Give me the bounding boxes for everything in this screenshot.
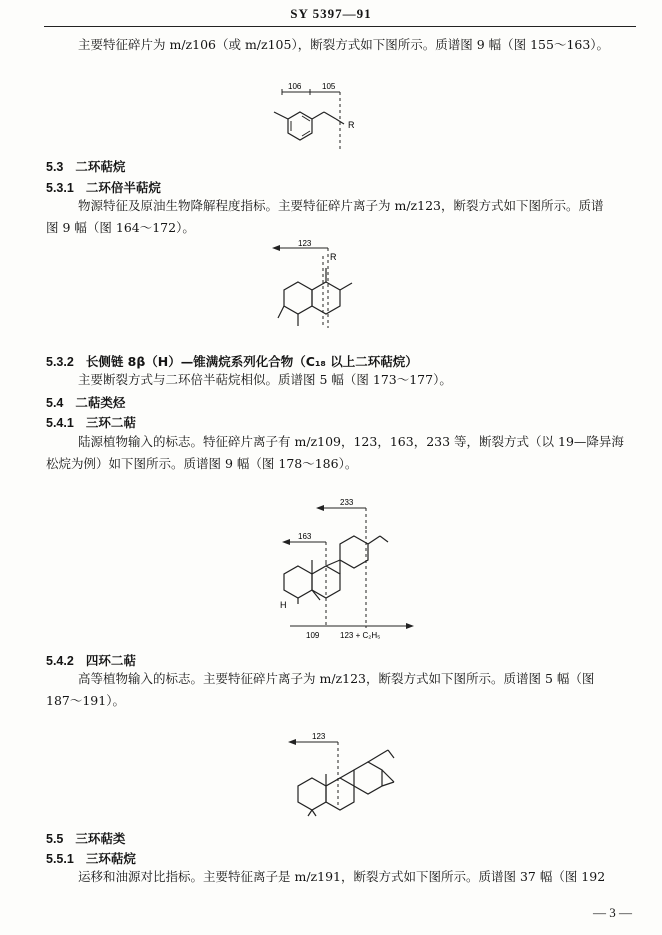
figure-tricyclic-diterpane-cleavage (270, 496, 440, 646)
fig1-label-r: R (348, 120, 355, 130)
fig3-label-123-c2h5: 123 + C₂H₅ (340, 631, 381, 640)
paragraph-drimane-series: 主要断裂方式与二环倍半萜烷相似。质谱图 5 幅（图 173～177）。 (78, 372, 452, 387)
paragraph-tricyclic-diterpane-line2: 松烷为例）如下图所示。质谱图 9 幅（图 178～186）。 (46, 456, 358, 471)
fig2-label-r: R (330, 252, 337, 262)
page-number: — 3 — (593, 905, 632, 920)
benzene-ring-icon (274, 112, 344, 140)
arrow-right-icon (406, 623, 414, 629)
paragraph-fragment-m106: 主要特征碎片为 m/z106（或 m/z105），断裂方式如下图所示。质谱图 9 幅（图 155～163）。 (78, 37, 610, 52)
heading-5-4-1: 5.4.1 三环二萜 (46, 415, 136, 430)
paragraph-tricyclic-terpane: 运移和油源对比指标。主要特征离子是 m/z191，断裂方式如下图所示。质谱图 37 幅（图 192 (78, 869, 606, 884)
fig3-label-163: 163 (298, 532, 312, 541)
fig3-label-233: 233 (340, 498, 354, 507)
fig2-label-123: 123 (298, 239, 312, 248)
heading-5-5-1: 5.5.1 三环萜烷 (46, 851, 136, 866)
heading-5-3-1: 5.3.1 二环倍半萜烷 (46, 180, 161, 195)
fig1-label-105: 105 (322, 82, 336, 91)
heading-5-3-2: 5.3.2 长侧链 8β（H）—锥满烷系列化合物（C₁₈ 以上二环萜烷） (46, 354, 418, 369)
figure-alkylbenzene-cleavage (260, 80, 400, 160)
heading-5-5: 5.5 三环萜类 (46, 831, 126, 846)
decalin-ring-icon (278, 268, 352, 326)
heading-5-4-2: 5.4.2 四环二萜 (46, 653, 136, 668)
paragraph-sesquiterpane-line1: 物源特征及原油生物降解程度指标。主要特征碎片离子为 m/z123，断裂方式如下图所示。质谱 (78, 198, 604, 213)
fig3-label-109: 109 (306, 631, 320, 640)
paragraph-tetracyclic-diterpane-line2: 187～191）。 (46, 693, 125, 708)
arrow-left-icon (316, 505, 324, 511)
tetracyclic-ring-icon (298, 750, 394, 816)
paragraph-tricyclic-diterpane-line1: 陆源植物输入的标志。特征碎片离子有 m/z109，123，163，233 等，断裂方式（以 19—降异海 (78, 434, 624, 449)
standard-code-header: SY 5397—91 (290, 6, 372, 21)
figure-bicyclic-sesquiterpane-cleavage (268, 238, 388, 338)
arrow-left-icon (272, 245, 280, 251)
fig1-label-106: 106 (288, 82, 302, 91)
tricyclic-ring-icon (284, 536, 388, 604)
paragraph-tetracyclic-diterpane-line1: 高等植物输入的标志。主要特征碎片离子为 m/z123，断裂方式如下图所示。质谱图 5 幅（图 (78, 671, 595, 686)
figure-tetracyclic-diterpane-cleavage (282, 728, 412, 820)
arrow-left-icon (282, 539, 290, 545)
header-rule (44, 26, 636, 27)
fig4-label-123: 123 (312, 732, 326, 741)
arrow-left-icon (288, 739, 296, 745)
heading-5-3: 5.3 二环萜烷 (46, 159, 126, 174)
paragraph-sesquiterpane-line2: 图 9 幅（图 164～172）。 (46, 220, 195, 235)
heading-5-4: 5.4 二萜类烃 (46, 395, 126, 410)
fig3-label-h: H (280, 600, 287, 610)
